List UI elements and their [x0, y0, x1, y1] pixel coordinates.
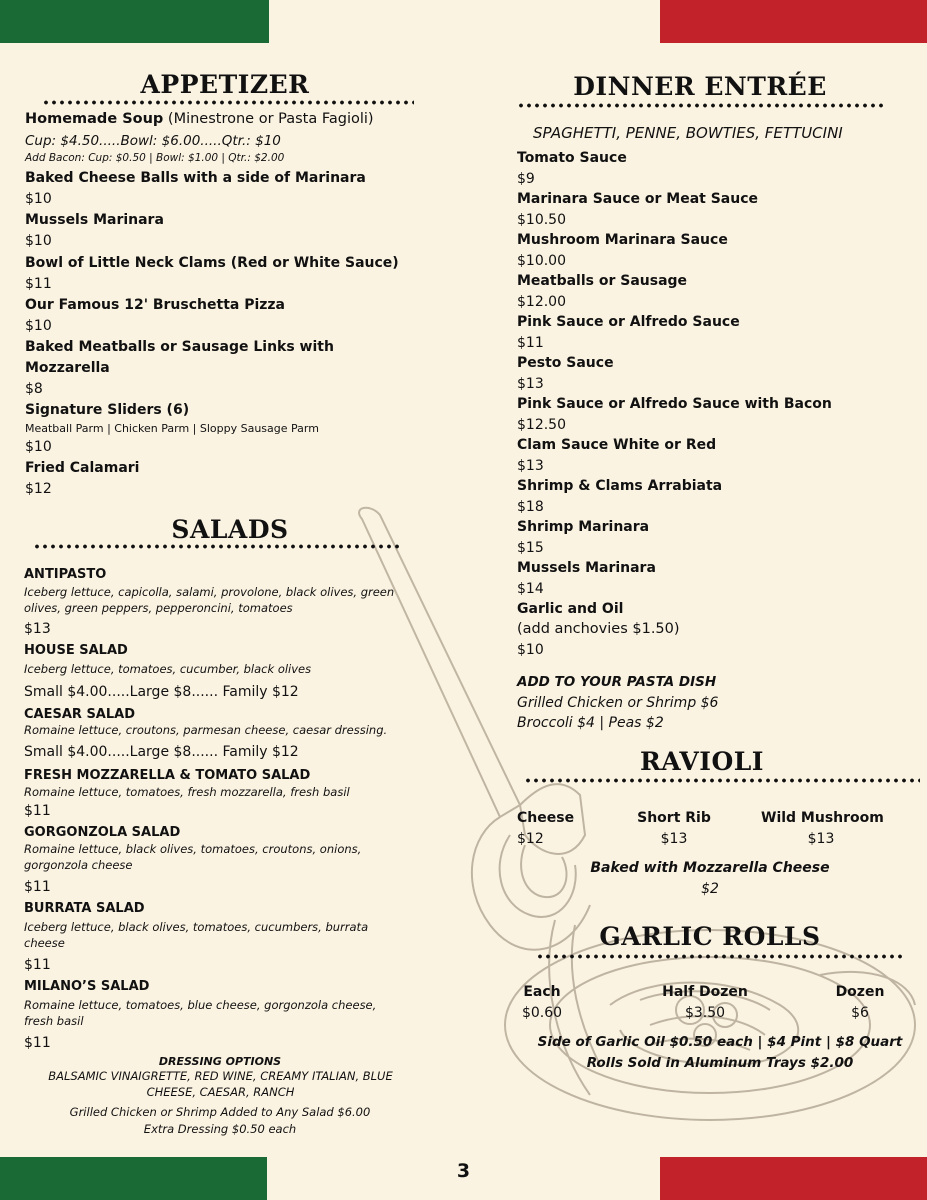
appetizer-divider: [42, 100, 414, 105]
salad-name: HOUSE SALAD: [24, 643, 128, 658]
salad-name: ANTIPASTO: [24, 567, 107, 582]
appetizer-item-name: Signature Sliders (6): [25, 402, 190, 418]
appetizer-heading: APPETIZER: [140, 70, 310, 99]
dinner-item-price: $9: [517, 171, 535, 187]
dinner-item-price: $13: [517, 376, 544, 392]
appetizer-item-price: $10: [25, 191, 52, 207]
soup-bacon: Add Bacon: Cup: $0.50 | Bowl: $1.00 | Qtr.: $2.00: [25, 152, 285, 164]
addons-line-2: Broccoli $4 | Peas $2: [517, 715, 664, 731]
salad-price: $13: [24, 621, 51, 637]
dinner-item-price: $18: [517, 499, 544, 515]
dinner-item-price: $10.50: [517, 212, 566, 228]
salad-price: Small $4.00.....Large $8...... Family $12: [24, 744, 299, 760]
salad-price: $11: [24, 879, 51, 895]
ravioli-item-price: $12: [517, 831, 544, 847]
appetizer-item-price: $12: [25, 481, 52, 497]
soup-item: [25, 109, 374, 130]
dinner-item-name: Tomato Sauce: [517, 150, 627, 166]
addons-line-1: Grilled Chicken or Shrimp $6: [517, 695, 719, 711]
ravioli-baked: Baked with Mozzarella Cheese: [590, 860, 830, 876]
ravioli-heading: RAVIOLI: [640, 747, 764, 776]
dinner-item-name: Mussels Marinara: [517, 560, 656, 576]
dinner-item-name: Pink Sauce or Alfredo Sauce: [517, 314, 740, 330]
dinner-divider: [517, 103, 887, 108]
appetizer-item-name: Fried Calamari: [25, 460, 140, 476]
dressing-note-1: Grilled Chicken or Shrimp Added to Any Salad $6.00: [69, 1105, 371, 1119]
garlic-rolls-divider: [536, 954, 903, 959]
green-band-top: [0, 0, 269, 43]
salad-desc: Iceberg lettuce, tomatoes, cucumber, black olives: [24, 662, 312, 676]
appetizer-item-price: $10: [25, 439, 52, 455]
appetizer-item-name: Baked Meatballs or Sausage Links with: [25, 339, 334, 355]
dinner-heading: DINNER ENTRÉE: [573, 72, 827, 101]
dinner-item-name: Clam Sauce White or Red: [517, 437, 717, 453]
soup-options: (Minestrone or Pasta Fagioli): [163, 111, 374, 127]
dinner-item-name: Shrimp Marinara: [517, 519, 650, 535]
ravioli-item-name: Cheese: [517, 810, 575, 826]
dinner-item-price: $13: [517, 458, 544, 474]
dinner-item-note: (add anchovies $1.50): [517, 621, 680, 637]
garlic-roll-name: Each: [523, 984, 561, 1000]
salad-price: $11: [24, 803, 51, 819]
salad-name: CAESAR SALAD: [24, 707, 136, 722]
dinner-item-price: $15: [517, 540, 544, 556]
dinner-item-price: $10.00: [517, 253, 566, 269]
dinner-item-name: Marinara Sauce or Meat Sauce: [517, 191, 759, 207]
garlic-oil-note: Side of Garlic Oil $0.50 each | $4 Pint | $8 Quart: [537, 1034, 903, 1050]
dressing-note-2: Extra Dressing $0.50 each: [143, 1122, 297, 1136]
salad-name: BURRATA SALAD: [24, 901, 145, 916]
appetizer-item-name: Our Famous 12' Bruschetta Pizza: [25, 297, 286, 313]
salad-name: FRESH MOZZARELLA & TOMATO SALAD: [24, 768, 311, 783]
ravioli-divider: [524, 778, 920, 783]
salad-name: GORGONZOLA SALAD: [24, 825, 181, 840]
dinner-subtitle: SPAGHETTI, PENNE, BOWTIES, FETTUCINI: [533, 124, 843, 142]
appetizer-item-price: $11: [25, 276, 52, 292]
dinner-item-name: Meatballs or Sausage: [517, 273, 688, 289]
dinner-item-price: $12.50: [517, 417, 566, 433]
ravioli-baked-price: $2: [701, 881, 719, 897]
salads-divider: [33, 544, 403, 549]
dinner-item-name: Pink Sauce or Alfredo Sauce with Bacon: [517, 396, 832, 412]
salad-desc: Romaine lettuce, tomatoes, fresh mozzarella, fresh basil: [24, 785, 350, 799]
garlic-roll-price: $0.60: [521, 1005, 563, 1021]
garlic-roll-name: Half Dozen: [662, 984, 748, 1000]
appetizer-item-price: $10: [25, 233, 52, 249]
soup-name: Homemade Soup: [25, 111, 164, 127]
salad-price: Small $4.00.....Large $8...... Family $12: [24, 684, 299, 700]
dressing-options: BALSAMIC VINAIGRETTE, RED WINE, CREAMY ITALIAN, BLUE CHEESE, CAESAR, RANCH: [48, 1069, 393, 1099]
dinner-item-name: Mushroom Marinara Sauce: [517, 232, 728, 248]
page-number: 3: [456, 1160, 471, 1182]
appetizer-item-desc: Meatball Parm | Chicken Parm | Sloppy Sausage Parm: [25, 422, 319, 435]
appetizer-item-name: Baked Cheese Balls with a side of Marinara: [25, 170, 366, 186]
dinner-item-name: Garlic and Oil: [517, 601, 624, 617]
soup-prices: Cup: $4.50.....Bowl: $6.00.....Qtr.: $10: [25, 133, 281, 149]
appetizer-item-name: Bowl of Little Neck Clams (Red or White Sauce): [25, 255, 399, 271]
salad-desc: Romaine lettuce, tomatoes, blue cheese, gorgonzola cheese, fresh basil: [24, 998, 377, 1028]
salad-desc: Romaine lettuce, croutons, parmesan cheese, caesar dressing.: [24, 723, 388, 737]
garlic-roll-price: $3.50: [684, 1005, 726, 1021]
salad-price: $11: [24, 1035, 51, 1051]
salad-desc: Romaine lettuce, black olives, tomatoes, croutons, onions, gorgonzola cheese: [24, 842, 362, 872]
salad-name: MILANO’S SALAD: [24, 979, 150, 994]
dinner-item-name: Shrimp & Clams Arrabiata: [517, 478, 723, 494]
appetizer-item-name-cont: Mozzarella: [25, 360, 110, 376]
aluminum-trays-note: Rolls Sold in Aluminum Trays $2.00: [586, 1055, 854, 1071]
dinner-item-name: Pesto Sauce: [517, 355, 614, 371]
appetizer-item-price: $8: [25, 381, 43, 397]
dinner-item-price: $12.00: [517, 294, 566, 310]
dressing-title: DRESSING OPTIONS: [158, 1055, 282, 1068]
addons-title: ADD TO YOUR PASTA DISH: [517, 674, 717, 690]
dinner-item-price: $10: [517, 642, 544, 658]
salad-price: $11: [24, 957, 51, 973]
appetizer-item-name: Mussels Marinara: [25, 212, 164, 228]
appetizer-item-price: $10: [25, 318, 52, 334]
salads-heading: SALADS: [171, 515, 289, 544]
salad-desc: Iceberg lettuce, capicolla, salami, provolone, black olives, green olives, green peppers, pepperoncini, tomatoes: [24, 585, 395, 615]
salad-desc: Iceberg lettuce, black olives, tomatoes, cucumbers, burrata cheese: [24, 920, 369, 950]
ravioli-item-name: Wild Mushroom: [761, 810, 884, 826]
garlic-roll-price: $6: [851, 1005, 869, 1021]
garlic-roll-name: Dozen: [835, 984, 885, 1000]
red-band-top: [660, 0, 927, 43]
dinner-item-price: $14: [517, 581, 544, 597]
garlic-rolls-heading: GARLIC ROLLS: [599, 922, 821, 951]
ravioli-item-price: $13: [807, 831, 835, 847]
dinner-item-price: $11: [517, 335, 544, 351]
ravioli-item-name: Short Rib: [637, 810, 711, 826]
ravioli-item-price: $13: [660, 831, 688, 847]
